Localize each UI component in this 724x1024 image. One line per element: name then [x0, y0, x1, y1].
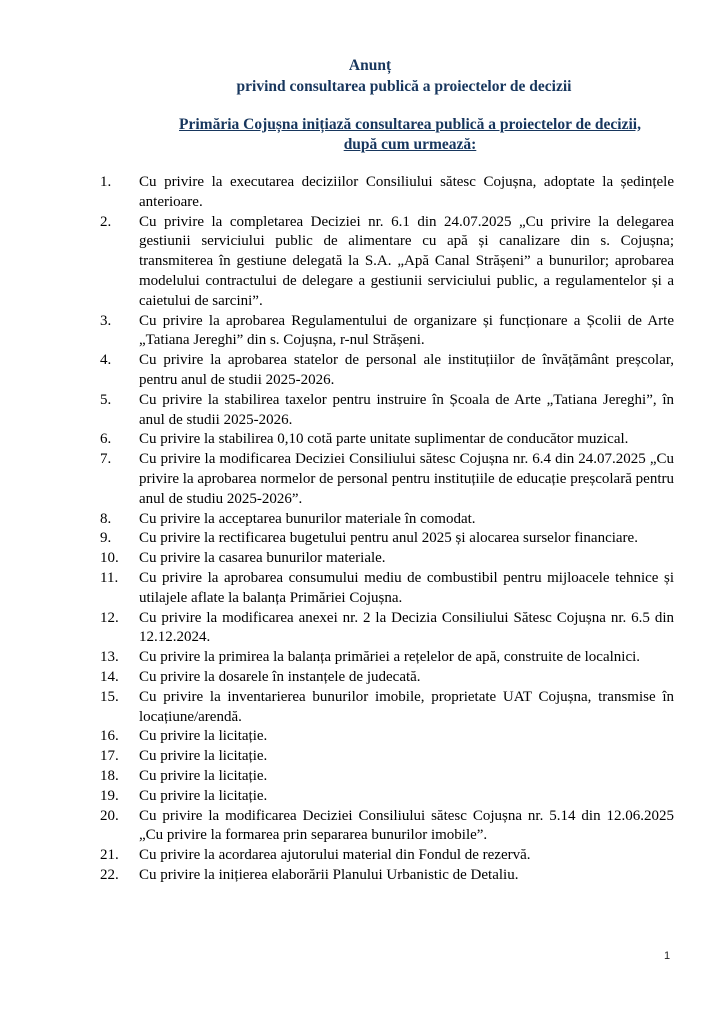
- item-text: Cu privire la inițierea elaborării Planului Urbanistic de Detaliu.: [139, 866, 519, 883]
- item-number: 9.: [100, 530, 112, 547]
- item-text: Cu privire la licitație.: [139, 728, 268, 745]
- list-item: [100, 569, 674, 609]
- list-item: [100, 213, 674, 312]
- list-item: [100, 846, 674, 866]
- item-text: Cu privire la aprobarea Regulamentului de organizare și funcționare a Școlii de Arte „Tatiana Jereghi” din s. Cojușna, r-nul Strășeni.: [139, 312, 674, 349]
- list-item: [100, 391, 674, 431]
- item-text: Cu privire la executarea deciziilor Consiliului sătesc Cojușna, adoptate la ședințele anterioare.: [139, 174, 674, 210]
- page-number: 1: [664, 950, 671, 962]
- list-item: [100, 450, 674, 509]
- list-item: [100, 312, 674, 352]
- item-number: 18.: [100, 767, 119, 784]
- item-text: Cu privire la rectificarea bugetului pentru anul 2025 și alocarea surselor financiare.: [139, 530, 638, 547]
- document-title-subject: privind consultarea publică a proiectelor de decizii: [236, 78, 572, 95]
- item-number: 3.: [100, 312, 112, 329]
- item-text: Cu privire la modificarea anexei nr. 2 la Decizia Consiliului Sătesc Cojușna nr. 6.5 din 12.12.2024.: [139, 609, 674, 646]
- document-title: Anunț: [348, 57, 392, 74]
- item-number: 8.: [100, 510, 112, 527]
- item-number: 19.: [100, 787, 119, 804]
- list-item: [100, 787, 674, 807]
- list-item: [100, 767, 674, 787]
- item-number: 20.: [100, 807, 119, 824]
- item-text: Cu privire la acordarea ajutorului material din Fondul de rezervă.: [139, 847, 531, 864]
- item-text: Cu privire la completarea Deciziei nr. 6.1 din 24.07.2025 „Cu privire la delegarea gestiunii serviciului public de alimentare cu apă și canalizare din s. Cojușna; transmiterea în gestiune delegată la S.A. „Apă Canal Strășeni” a bunurilor; aprobarea modelului contractului de delegare a gestiunii serviciului public, a regulamentelor și a caietului de sarcini”.: [139, 213, 674, 309]
- item-number: 13.: [100, 649, 119, 666]
- item-text: Cu privire la primirea la balanța primăriei a rețelelor de apă, construite de localnici.: [139, 649, 641, 666]
- item-number: 16.: [100, 728, 119, 745]
- item-number: 1.: [100, 174, 112, 190]
- item-number: 4.: [100, 352, 112, 369]
- item-text: Cu privire la inventarierea bunurilor imobile, proprietate UAT Cojușna, transmise în locațiune/arendă.: [139, 688, 674, 725]
- item-number: 12.: [100, 609, 119, 626]
- item-text: Cu privire la dosarele în instanțele de judecată.: [139, 668, 421, 685]
- item-text: Cu privire la aprobarea consumului mediu de combustibil pentru mijloacele tehnice și utilajele aflate la balanța Primăriei Cojușna.: [139, 569, 674, 606]
- document-subtitle: Primăria Cojușna inițiază consultarea publică a proiectelor de decizii,: [179, 116, 641, 133]
- list-item: [100, 807, 674, 847]
- item-number: 6.: [100, 431, 112, 448]
- list-item: [100, 866, 674, 886]
- list-item: [100, 173, 674, 213]
- item-number: 2.: [100, 213, 112, 230]
- item-text: Cu privire la stabilirea 0,10 cotă parte unitate suplimentar de conducător muzical.: [139, 431, 629, 448]
- item-number: 14.: [100, 668, 119, 685]
- list-item: [100, 648, 674, 668]
- item-text: Cu privire la licitație.: [139, 748, 268, 765]
- item-text: Cu privire la licitație.: [139, 787, 268, 804]
- list-item: [100, 529, 674, 549]
- item-text: Cu privire la casarea bunurilor materiale.: [139, 550, 386, 567]
- item-number: 7.: [100, 451, 112, 468]
- document-subtitle-continued: după cum urmează:: [343, 136, 477, 153]
- list-item: [100, 510, 674, 530]
- item-number: 17.: [100, 748, 119, 765]
- item-number: 11.: [100, 569, 119, 586]
- item-text: Cu privire la licitație.: [139, 767, 268, 784]
- item-number: 22.: [100, 866, 119, 883]
- list-item: [100, 609, 674, 649]
- list-item: [100, 549, 674, 569]
- item-number: 10.: [100, 550, 119, 567]
- item-text: Cu privire la modificarea Deciziei Consiliului sătesc Cojușna nr. 5.14 din 12.06.2025 „Cu privire la formarea prin separarea bunurilor imobile”.: [139, 807, 674, 844]
- item-number: 15.: [100, 688, 119, 705]
- item-number: 21.: [100, 847, 119, 864]
- list-item: [100, 351, 674, 391]
- item-text: Cu privire la modificarea Deciziei Consiliului sătesc Cojușna nr. 6.4 din 24.07.2025 „Cu privire la aprobarea normelor de personal pentru instituțiile de educație preșcolară pentru anul de studiu 2025-2026”.: [139, 451, 674, 507]
- item-text: Cu privire la acceptarea bunurilor materiale în comodat.: [139, 510, 476, 527]
- list-item: [100, 430, 674, 450]
- item-text: Cu privire la stabilirea taxelor pentru instruire în Școala de Arte „Tatiana Jereghi”, în anul de studii 2025-2026.: [139, 391, 674, 428]
- item-number: 5.: [100, 391, 112, 408]
- list-item: [100, 747, 674, 767]
- list-item: [100, 668, 674, 688]
- list-item: [100, 727, 674, 747]
- draft-decisions-list: [100, 173, 674, 886]
- list-item: [100, 688, 674, 728]
- item-text: Cu privire la aprobarea statelor de personal ale instituțiilor de învățământ preșcolar, pentru anul de studii 2025-2026.: [139, 352, 674, 388]
